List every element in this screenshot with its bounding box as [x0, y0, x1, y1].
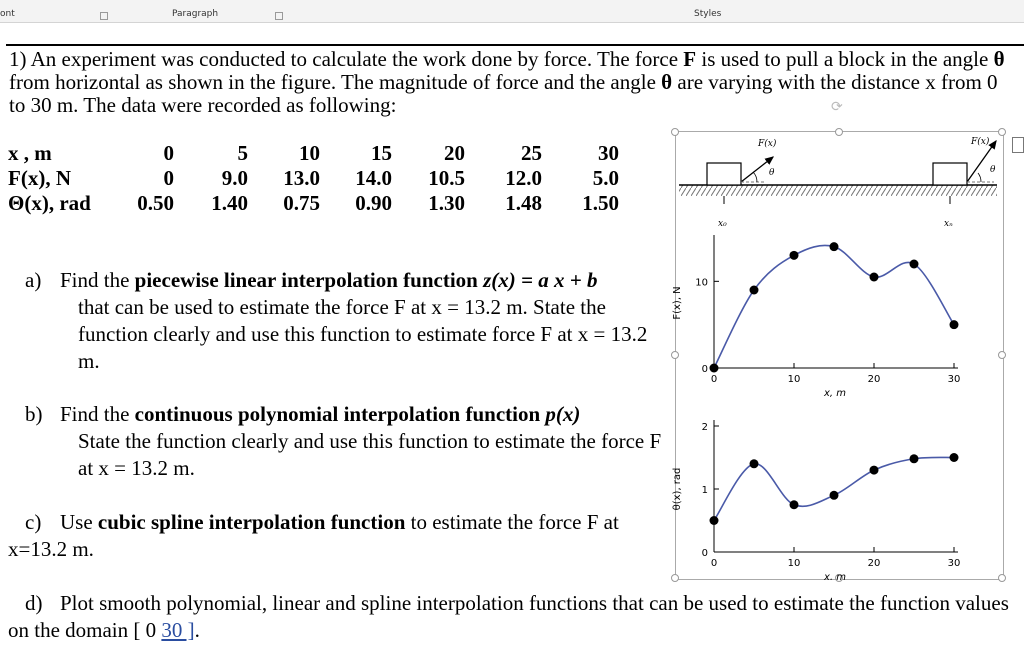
ribbon-font-label: ont — [0, 9, 15, 19]
force-chart-x-tick-label: 20 — [867, 374, 881, 385]
font-dialog-launcher[interactable] — [100, 12, 108, 20]
angle-chart-x-axis-label: x, m — [824, 572, 847, 580]
angle-chart-data-point — [830, 491, 839, 500]
row-label-x: x , m — [8, 141, 52, 165]
table-cell: 0 — [163, 166, 174, 190]
question-c-lead: c) — [25, 510, 42, 534]
table-cell: 0.50 — [137, 191, 174, 215]
force-chart-data-point — [830, 242, 839, 251]
table-cell: 13.0 — [283, 166, 320, 190]
question-c-text-2: to estimate the force F at x=13.2 m. — [8, 510, 619, 561]
row-label-force: F(x), N — [8, 166, 71, 190]
question-b-bold: continuous polynomial interpolation function — [134, 402, 546, 426]
angle-chart-y-tick-label: 0 — [701, 548, 708, 559]
paragraph-dialog-launcher[interactable] — [275, 12, 283, 20]
layout-options-icon[interactable] — [1012, 137, 1024, 153]
table-row — [8, 141, 619, 166]
angle-chart-y-tick-label: 1 — [701, 485, 708, 496]
question-b — [8, 401, 668, 482]
question-a — [8, 267, 658, 375]
block-start — [707, 163, 741, 185]
table-cell: 10.5 — [428, 166, 465, 190]
angle-chart-data-point — [950, 453, 959, 462]
data-table — [8, 141, 619, 216]
question-a-lead: a) — [25, 268, 42, 292]
force-chart-data-point — [870, 273, 879, 282]
block-diagram — [676, 132, 1001, 232]
table-cell: 1.50 — [582, 191, 619, 215]
question-b-text-1: Find the — [60, 402, 135, 426]
domain-link[interactable]: 30 ] — [161, 618, 195, 642]
table-cell: 1.40 — [211, 191, 248, 215]
question-c-bold: cubic spline interpolation function — [97, 510, 406, 534]
force-symbol: F — [683, 47, 697, 71]
force-chart-data-point — [910, 260, 919, 269]
table-row — [8, 191, 619, 216]
angle-chart-series-line — [714, 457, 954, 520]
question-c — [8, 509, 668, 563]
question-c-text-1: Use — [60, 510, 98, 534]
force-chart-x-axis-label: x, m — [824, 388, 847, 399]
angle-chart-data-point — [910, 454, 919, 463]
question-a-text-1: Find the — [60, 268, 135, 292]
angle-chart-x-tick-label: 0 — [710, 558, 718, 569]
force-chart-x-tick-label: 30 — [947, 374, 961, 385]
question-d — [8, 590, 1018, 644]
intro-text-3: from horizontal as shown in the figure. The magnitude of force and the angle — [9, 70, 662, 94]
question-a-text-2: that can be used to estimate the force F at x = 13.2 m. State the function clearly and use this function to estimate force F at x = 13.2 m. — [78, 295, 648, 373]
force-chart — [670, 235, 1000, 410]
angle-chart-x-tick-label: 20 — [867, 558, 881, 569]
force-chart-y-tick-label: 10 — [695, 277, 708, 289]
question-d-text-1: Plot smooth polynomial, linear and spline interpolation functions that can be used to estimate the function values on the domain [ 0 — [8, 591, 1009, 642]
table-cell: 1.48 — [505, 191, 542, 215]
question-d-lead: d) — [25, 591, 43, 615]
ground-surface — [679, 185, 997, 196]
theta-label-start: θ — [769, 168, 775, 178]
force-chart-data-point — [750, 286, 759, 295]
theta-symbol-2: θ — [661, 70, 673, 94]
force-label-start: F(x) — [758, 139, 777, 149]
angle-chart-y-axis-label: θ(x), rad — [672, 467, 683, 511]
question-b-text-2: State the function clearly and use this function to estimate the force F at x = 13.2 m. — [78, 429, 662, 480]
table-cell: 30 — [598, 141, 619, 165]
ribbon-paragraph-label: Paragraph — [172, 9, 219, 19]
table-cell: 12.0 — [505, 166, 542, 190]
intro-text-2: is used to pull a block in the angle — [696, 47, 994, 71]
theta-symbol: θ — [993, 47, 1005, 71]
question-b-function: p(x) — [545, 402, 581, 426]
force-chart-data-point — [950, 320, 959, 329]
table-cell: 0.90 — [355, 191, 392, 215]
angle-chart-data-point — [870, 466, 879, 475]
table-cell: 25 — [521, 141, 542, 165]
block-end — [933, 163, 967, 185]
table-cell: 14.0 — [355, 166, 392, 190]
angle-chart — [670, 412, 1000, 580]
table-row — [8, 166, 619, 191]
ribbon-bar — [0, 0, 1024, 23]
force-label-end: F(x) — [971, 137, 990, 147]
rotate-handle-icon[interactable]: ⟳ — [831, 99, 843, 115]
intro-text-1: 1) An experiment was conducted to calculate the work done by force. The force — [9, 47, 684, 71]
xn-label: xₙ — [944, 219, 953, 229]
force-chart-data-point — [790, 251, 799, 260]
table-cell: 0 — [163, 141, 174, 165]
ribbon-styles-label: Styles — [694, 9, 722, 19]
force-arrow-end — [967, 141, 996, 182]
angle-chart-x-tick-label: 30 — [947, 558, 961, 569]
table-cell: 10 — [299, 141, 320, 165]
angle-chart-data-point — [710, 516, 719, 525]
x0-label: x₀ — [718, 219, 727, 229]
force-chart-y-tick-label: 0 — [701, 364, 708, 375]
angle-chart-y-tick-label: 2 — [701, 422, 708, 433]
theta-label-end: θ — [990, 165, 996, 175]
force-chart-x-tick-label: 0 — [710, 374, 718, 385]
question-d-text-2: . — [194, 618, 200, 642]
table-cell: 0.75 — [283, 191, 320, 215]
angle-chart-data-point — [750, 459, 759, 468]
force-chart-data-point — [710, 364, 719, 373]
table-cell: 20 — [444, 141, 465, 165]
angle-chart-x-tick-label: 10 — [787, 558, 801, 569]
force-chart-x-tick-label: 10 — [787, 374, 801, 385]
table-cell: 9.0 — [221, 166, 248, 190]
question-a-bold: piecewise linear interpolation function — [134, 268, 484, 292]
intro-text-4: are varying with the distance x from 0 to 30 m. The data were recorded as following: — [9, 70, 998, 117]
table-cell: 15 — [371, 141, 392, 165]
table-cell: 5.0 — [592, 166, 619, 190]
question-a-function: z(x) = a x + b — [483, 268, 598, 292]
force-chart-y-axis-label: F(x), N — [672, 286, 683, 320]
question-b-lead: b) — [25, 402, 43, 426]
table-cell: 1.30 — [428, 191, 465, 215]
angle-chart-data-point — [790, 500, 799, 509]
row-label-theta: Θ(x), rad — [8, 191, 91, 215]
problem-statement — [9, 48, 1019, 117]
table-top-border — [6, 44, 1024, 46]
table-cell: 5 — [237, 141, 248, 165]
